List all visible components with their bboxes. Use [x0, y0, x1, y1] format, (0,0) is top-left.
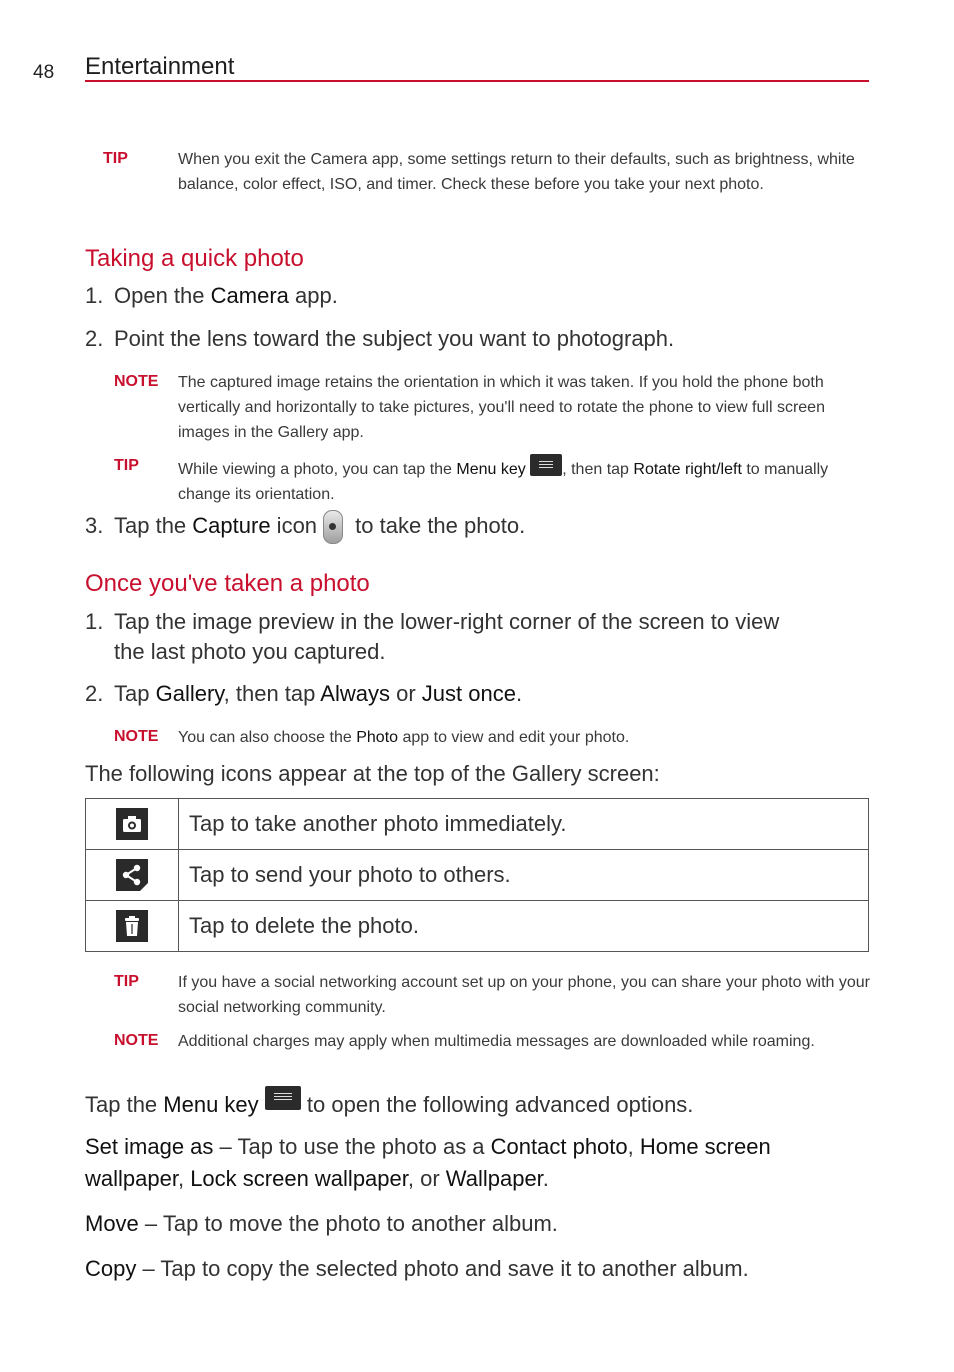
icon-cell — [86, 850, 179, 901]
table-row — [86, 799, 869, 850]
tip-text: to manually change its orientation. — [178, 461, 829, 503]
tip-label: TIP — [114, 457, 139, 474]
icon-cell — [86, 901, 179, 952]
heading-taking-quick-photo: Taking a quick photo — [85, 245, 304, 272]
tip-rotate-text — [178, 454, 870, 507]
option-name: Copy — [85, 1256, 137, 1281]
photo-app-label: Photo — [356, 729, 399, 746]
step-number: 3. — [85, 512, 104, 538]
table-row — [86, 850, 869, 901]
body-text: Tap the — [85, 1092, 164, 1117]
note-text: The captured image retains the orientation in which it was taken. If you hold the phone both vertically and horizontally to take pictures, you'll need to rotate the phone to view full screen images in the Gallery app. — [178, 374, 825, 441]
home-screen-label-continued: wallpaper — [85, 1166, 178, 1191]
trash-icon — [116, 910, 148, 942]
header-rule — [85, 80, 869, 82]
step-text: Point the lens toward the subject you want to photograph. — [114, 326, 675, 351]
step-text: or — [389, 681, 422, 706]
menu-key-paragraph — [85, 1086, 869, 1121]
tip-text: , then tap — [562, 461, 634, 478]
gallery-label: Gallery — [155, 681, 224, 706]
camera-icon — [116, 808, 148, 840]
step-text: Open the — [114, 283, 211, 308]
option-text: . — [542, 1166, 549, 1191]
note-text: Additional charges may apply when multimedia messages are downloaded while roaming. — [178, 1033, 815, 1050]
tip-text: While viewing a photo, you can tap the — [178, 461, 457, 478]
step-number: 2. — [85, 326, 104, 351]
step-number: 1. — [85, 609, 104, 634]
menu-key-icon — [265, 1086, 301, 1110]
step-text: Tap the image preview in the lower-right corner of the screen to view — [114, 609, 780, 634]
step-text: to take the photo. — [349, 512, 526, 538]
step-number: 1. — [85, 283, 104, 308]
icon-cell — [86, 799, 179, 850]
table-row — [86, 901, 869, 952]
note-text: You can also choose the — [178, 729, 357, 746]
menu-key-label: Menu key — [163, 1092, 259, 1117]
icon-description: Tap to delete the photo. — [179, 901, 869, 952]
step-point-lens — [85, 324, 845, 354]
note-text: app to view and edit your photo. — [398, 729, 630, 746]
menu-key-label: Menu key — [456, 461, 526, 478]
tip-text: When you exit the Camera app, some settings return to their defaults, such as brightness, white balance, color effect, ISO, and timer. Check these before you take your next photo. — [178, 151, 855, 193]
step-text: , then tap — [223, 681, 321, 706]
share-icon — [116, 859, 148, 891]
gallery-icons-table — [85, 798, 869, 952]
wallpaper-label: Wallpaper — [445, 1166, 543, 1191]
tip-label: TIP — [114, 973, 139, 990]
tip-label: TIP — [103, 150, 128, 167]
option-name: Move — [85, 1211, 139, 1236]
note-photo-app — [178, 725, 870, 750]
body-text: to open the following advanced options. — [300, 1092, 694, 1117]
option-text: – Tap to move the photo to another album. — [138, 1211, 558, 1236]
step-tap-preview — [85, 607, 845, 667]
option-text: , — [627, 1134, 640, 1159]
page-number: 48 — [33, 62, 55, 83]
note-label: NOTE — [114, 728, 159, 745]
step-tap-capture — [85, 510, 845, 544]
home-screen-label: Home screen — [639, 1134, 771, 1159]
rotate-option-label: Rotate right/left — [633, 461, 742, 478]
option-text: – Tap to copy the selected photo and save it to another album. — [136, 1256, 749, 1281]
heading-once-taken-photo: Once you've taken a photo — [85, 570, 370, 597]
step-text-continued: the last photo you captured. — [114, 639, 386, 664]
step-open-camera — [85, 281, 845, 311]
section-title: Entertainment — [85, 53, 235, 80]
note-label: NOTE — [114, 1032, 159, 1049]
option-text: – Tap to use the photo as a — [213, 1134, 491, 1159]
capture-icon — [323, 510, 343, 544]
option-set-image-as — [85, 1131, 869, 1195]
menu-key-icon — [530, 454, 562, 476]
option-move — [85, 1208, 869, 1240]
just-once-label: Just once — [421, 681, 516, 706]
step-number: 2. — [85, 681, 104, 706]
option-copy — [85, 1253, 869, 1285]
step-text: icon — [270, 512, 318, 538]
always-label: Always — [320, 681, 390, 706]
step-text: Tap the — [114, 512, 193, 538]
icon-description: Tap to take another photo immediately. — [179, 799, 869, 850]
step-text: . — [515, 681, 523, 706]
note-label: NOTE — [114, 373, 159, 390]
step-text: Tap — [114, 681, 156, 706]
option-name: Set image as — [85, 1134, 214, 1159]
option-text: , — [177, 1166, 191, 1191]
step-tap-gallery — [85, 679, 845, 709]
camera-app-name: Camera — [210, 283, 289, 308]
contact-photo-label: Contact photo — [490, 1134, 628, 1159]
capture-label: Capture — [192, 512, 271, 538]
gallery-icons-intro: The following icons appear at the top of the Gallery screen: — [85, 761, 660, 786]
option-text: , or — [407, 1166, 446, 1191]
step-text: app. — [288, 283, 338, 308]
lock-screen-label: Lock screen wallpaper — [190, 1166, 408, 1191]
tip-text: If you have a social networking account set up on your phone, you can share your photo with your social networking community. — [178, 974, 870, 1016]
icon-description: Tap to send your photo to others. — [179, 850, 869, 901]
